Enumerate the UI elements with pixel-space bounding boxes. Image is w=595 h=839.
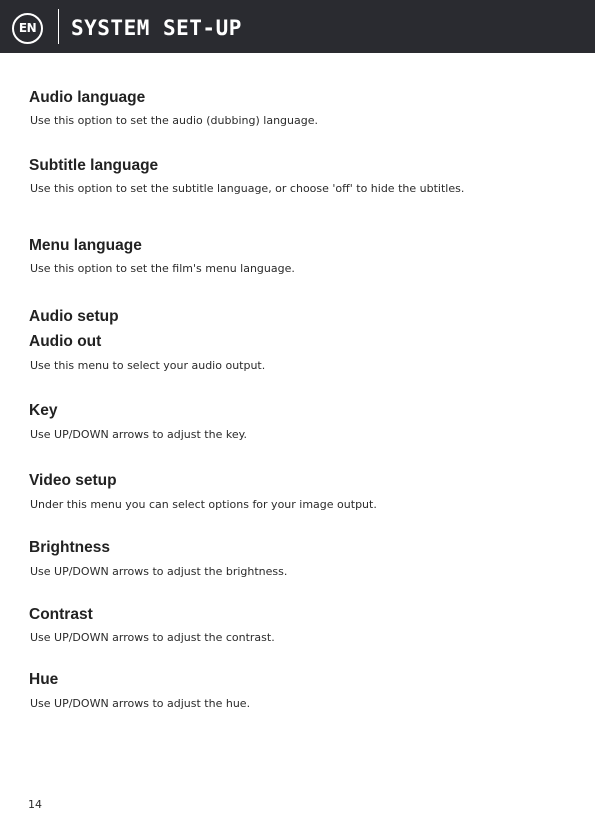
audio-language-heading: Audio language — [29, 89, 146, 106]
audio-setup-heading: Audio setup — [29, 308, 119, 325]
subtitle-language-description: Use this option to set the subtitle language, or choose 'off' to hide the ubtitles. — [30, 182, 465, 195]
menu-language-heading: Menu language — [29, 237, 142, 254]
page-title: SYSTEM SET-UP — [71, 16, 242, 40]
hue-heading: Hue — [29, 671, 59, 688]
hue-description: Use UP/DOWN arrows to adjust the hue. — [30, 697, 251, 710]
key-description: Use UP/DOWN arrows to adjust the key. — [30, 428, 248, 441]
page-number: 14 — [28, 798, 42, 811]
audio-out-description: Use this menu to select your audio output. — [30, 359, 266, 372]
key-heading: Key — [29, 402, 58, 419]
contrast-heading: Contrast — [29, 606, 93, 623]
audio-out-heading: Audio out — [29, 333, 102, 350]
video-setup-description: Under this menu you can select options for your image output. — [30, 498, 377, 511]
video-setup-heading: Video setup — [29, 472, 117, 489]
language-badge: EN — [12, 13, 43, 44]
audio-language-description: Use this option to set the audio (dubbing) language. — [30, 114, 318, 127]
contrast-description: Use UP/DOWN arrows to adjust the contrast. — [30, 631, 275, 644]
menu-language-description: Use this option to set the film's menu language. — [30, 262, 295, 275]
brightness-description: Use UP/DOWN arrows to adjust the brightness. — [30, 565, 288, 578]
header-divider — [58, 9, 59, 44]
subtitle-language-heading: Subtitle language — [29, 157, 159, 174]
page-header — [0, 0, 595, 53]
brightness-heading: Brightness — [29, 539, 110, 556]
